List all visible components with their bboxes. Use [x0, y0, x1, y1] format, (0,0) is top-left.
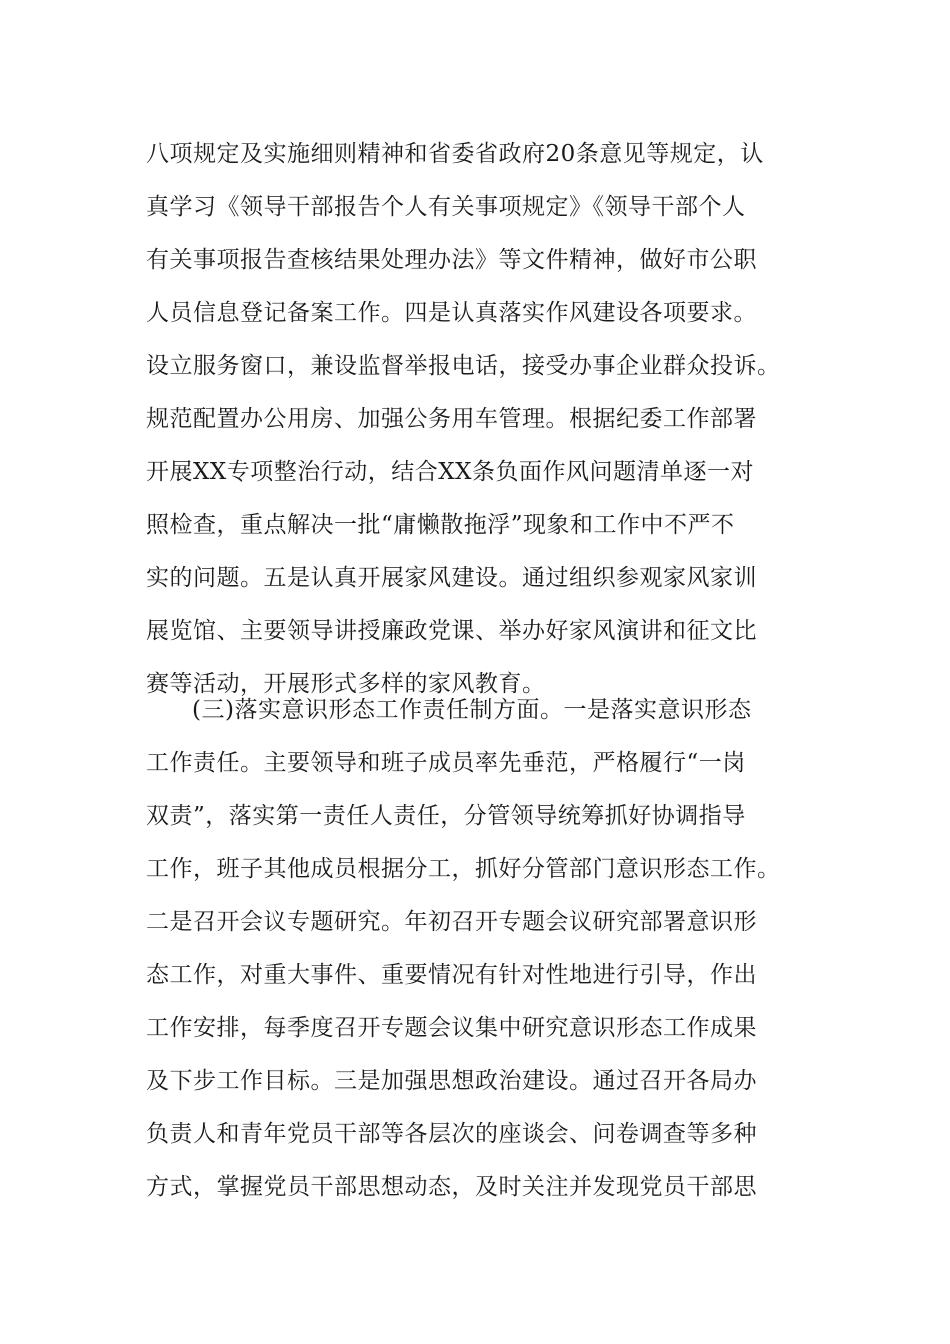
- text-line: 八项规定及实施细则精神和省委省政府20条意见等规定，认: [146, 141, 764, 167]
- text-line: 设立服务窗口，兼设监督举报电话，接受办事企业群众投诉。: [146, 353, 781, 379]
- text-line: 展览馆、主要领导讲授廉政党课、举办好家风演讲和征文比: [146, 618, 757, 644]
- text-line: 规范配置办公用房、加强公务用车管理。根据纪委工作部署: [146, 406, 757, 432]
- text-line: 方式，掌握党员干部思想动态，及时关注并发现党员干部思: [146, 1174, 757, 1200]
- section-heading-line: (三)落实意识形态工作责任制方面。一是落实意识形态: [192, 697, 752, 723]
- text-line: 实的问题。五是认真开展家风建设。通过组织参观家风家训: [146, 565, 757, 591]
- text-line: 真学习《领导干部报告个人有关事项规定》《领导干部个人: [146, 194, 746, 220]
- text-line: 及下步工作目标。三是加强思想政治建设。通过召开各局办: [146, 1068, 757, 1094]
- text-line: 照检查，重点解决一批“庸懒散拖浮”现象和工作中不严不: [146, 512, 735, 538]
- text-line: 开展XX专项整治行动，结合XX条负面作风问题清单逐一对: [146, 459, 754, 485]
- section-three-paragraph: [146, 684, 806, 1214]
- text-line: 人员信息登记备案工作。四是认真落实作风建设各项要求。: [146, 300, 757, 326]
- text-line: 有关事项报告查核结果处理办法》等文件精神，做好市公职: [146, 247, 757, 273]
- text-line: 双责”，落实第一责任人责任，分管领导统筹抓好协调指导: [146, 803, 746, 829]
- text-line: 工作，班子其他成员根据分工，抓好分管部门意识形态工作。: [146, 856, 781, 882]
- text-line: 工作安排，每季度召开专题会议集中研究意识形态工作成果: [146, 1015, 757, 1041]
- paragraph-continued: [146, 128, 806, 711]
- text-line: 赛等活动，开展形式多样的家风教育。: [146, 671, 546, 697]
- text-line: 工作责任。主要领导和班子成员率先垂范，严格履行“一岗: [146, 750, 746, 776]
- text-line: 二是召开会议专题研究。年初召开专题会议研究部署意识形: [146, 909, 757, 935]
- text-line: 负责人和青年党员干部等各层次的座谈会、问卷调查等多种: [146, 1121, 757, 1147]
- text-line: 态工作，对重大事件、重要情况有针对性地进行引导，作出: [146, 962, 757, 988]
